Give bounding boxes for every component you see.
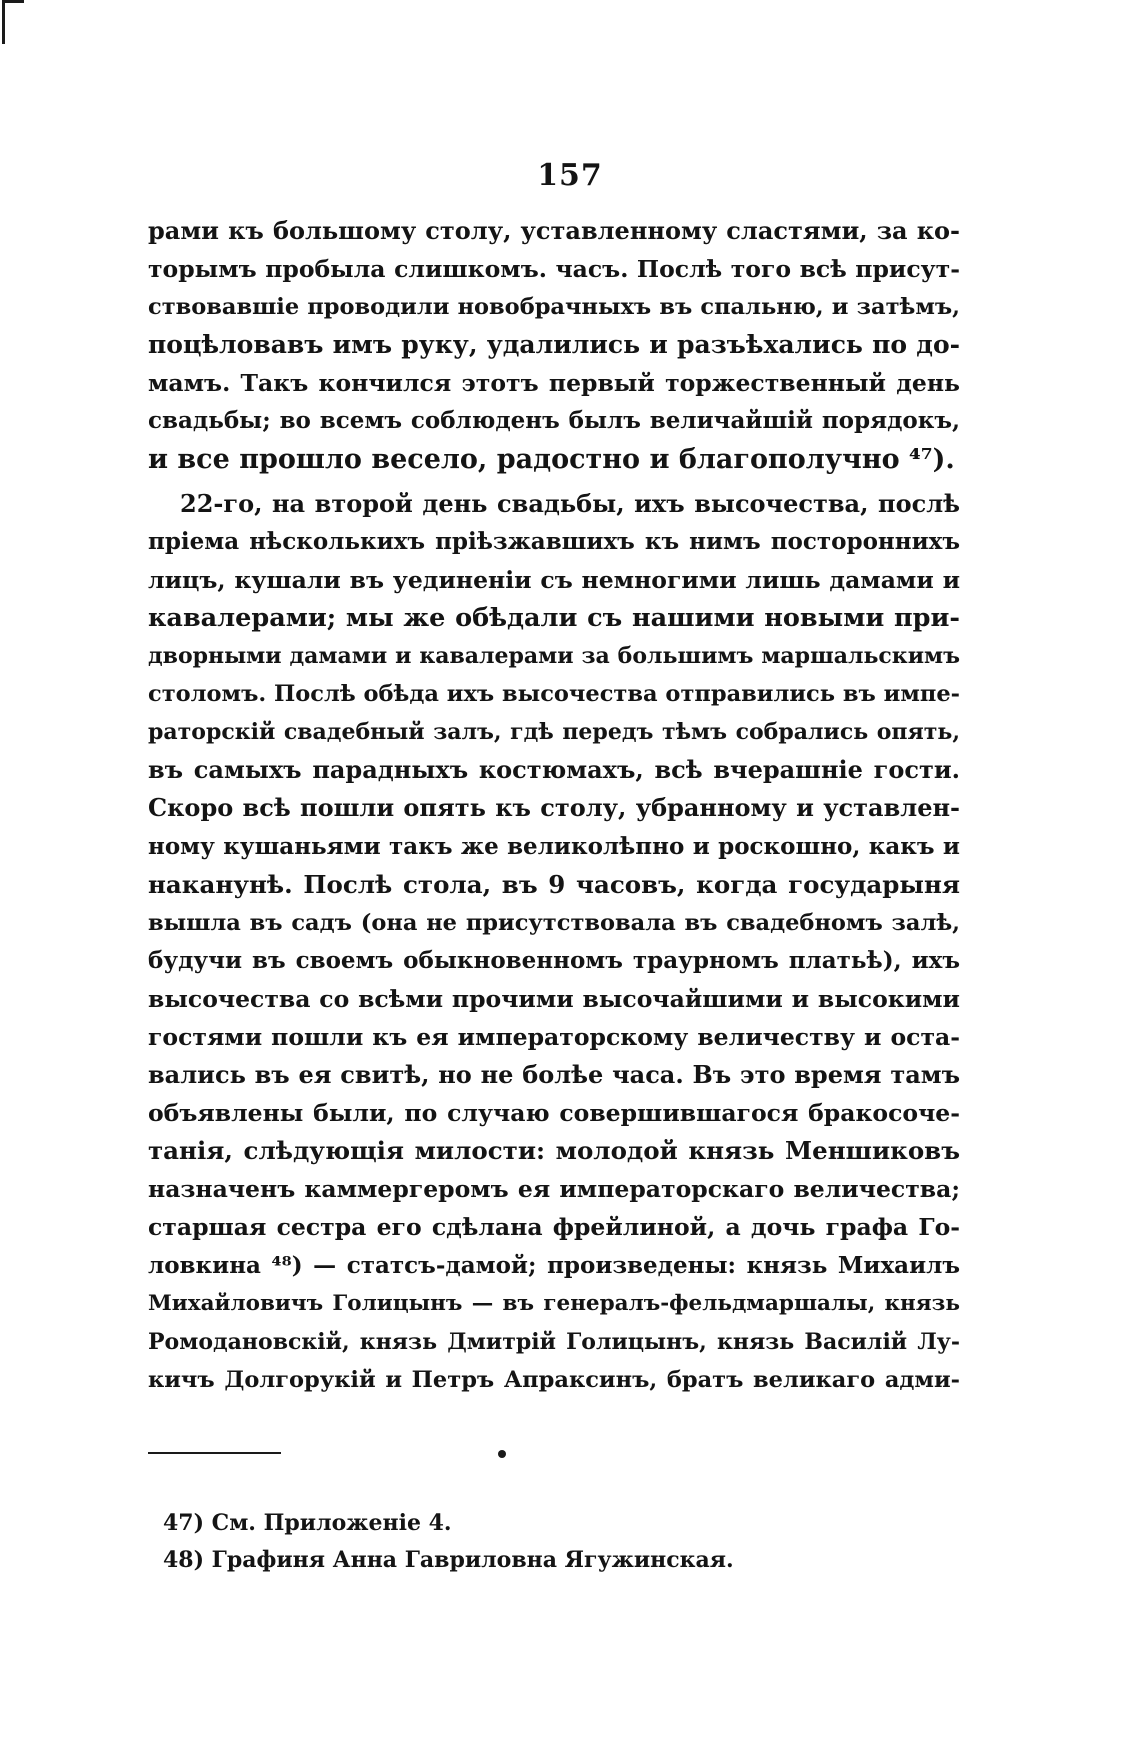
footnotes xyxy=(163,1505,923,1579)
text-line: лицъ, кушали въ уединеніи съ немногими лишь дамами и xyxy=(148,565,960,594)
text-line: торымъ пробыла слишкомъ. часъ. Послѣ того всѣ присут- xyxy=(148,255,960,284)
footnote-48: 48) Графиня Анна Гавриловна Ягужинская. xyxy=(163,1547,734,1573)
text-line: вались въ ея свитѣ, но не болѣе часа. Въ это время тамъ xyxy=(148,1060,960,1090)
ink-speck xyxy=(498,1450,506,1458)
text-line: объявлены были, по случаю совершившагося бракосоче- xyxy=(148,1099,960,1128)
footnote-divider xyxy=(148,1452,281,1454)
text-line: Ромодановскій, князь Дмитрій Голицынъ, князь Василій Лу- xyxy=(148,1328,960,1355)
text-line: свадьбы; во всемъ соблюденъ былъ величайшій порядокъ, xyxy=(148,407,960,435)
text-line: танія, слѣдующія милости: молодой князь Меншиковъ xyxy=(148,1136,960,1166)
text-line: гостями пошли къ ея императорскому величеству и оста- xyxy=(148,1022,960,1051)
footnote-47: 47) См. Приложеніе 4. xyxy=(163,1510,452,1536)
text-line: мамъ. Такъ кончился этотъ первый торжественный день xyxy=(148,369,960,398)
text-line: ствовавшіе проводили новобрачныхъ въ спальню, и затѣмъ, xyxy=(148,294,960,321)
body-text xyxy=(148,212,960,1399)
text-line: 22-го, на второй день свадьбы, ихъ высочества, послѣ xyxy=(180,488,960,518)
scan-edge-mark-top xyxy=(2,0,24,3)
text-line: ному кушаньями такъ же великолѣпно и роскошно, какъ и xyxy=(148,832,960,860)
text-line: рами къ большому столу, уставленному сластями, за ко- xyxy=(148,216,960,245)
text-line: дворными дамами и кавалерами за большимъ маршальскимъ xyxy=(148,643,960,670)
text-line: пріема нѣсколькихъ пріѣзжавшихъ къ нимъ постороннихъ xyxy=(148,527,960,555)
text-line: ловкина ⁴⁸) — статсъ-дамой; произведены: князь Михаилъ xyxy=(148,1251,960,1279)
text-line: поцѣловавъ имъ руку, удалились и разъѣхались по до- xyxy=(148,330,960,360)
text-line: наканунѣ. Послѣ стола, въ 9 часовъ, когда государыня xyxy=(148,869,960,899)
text-line: Скоро всѣ пошли опять къ столу, убранному и уставлен- xyxy=(148,793,960,823)
text-line: старшая сестра его сдѣлана фрейлиной, а дочь графа Го- xyxy=(148,1213,960,1242)
text-line: вышла въ садъ (она не присутствовала въ свадебномъ залѣ, xyxy=(148,909,960,936)
text-line: высочества со всѣми прочими высочайшими и высокими xyxy=(148,984,960,1013)
text-line: раторскій свадебный залъ, гдѣ передъ тѣмъ собрались опять, xyxy=(148,719,960,746)
text-line: столомъ. Послѣ обѣда ихъ высочества отправились въ импе- xyxy=(148,681,960,708)
text-line: Михайловичъ Голицынъ — въ генералъ-фельдмаршалы, князь xyxy=(148,1290,960,1316)
scan-edge-mark xyxy=(2,0,5,44)
text-line: кичъ Долгорукій и Петръ Апраксинъ, братъ великаго адми- xyxy=(148,1366,960,1393)
page-number: 157 xyxy=(537,158,603,193)
text-line: будучи въ своемъ обыкновенномъ траурномъ платьѣ), ихъ xyxy=(148,946,960,974)
text-line: кавалерами; мы же обѣдали съ нашими новыми при- xyxy=(148,602,960,633)
text-line: и все прошло весело, радостно и благополучно ⁴⁷). xyxy=(148,443,955,475)
text-line: въ самыхъ парадныхъ костюмахъ, всѣ вчерашніе гости. xyxy=(148,755,960,785)
text-line: назначенъ каммергеромъ ея императорскаго величества; xyxy=(148,1175,960,1204)
